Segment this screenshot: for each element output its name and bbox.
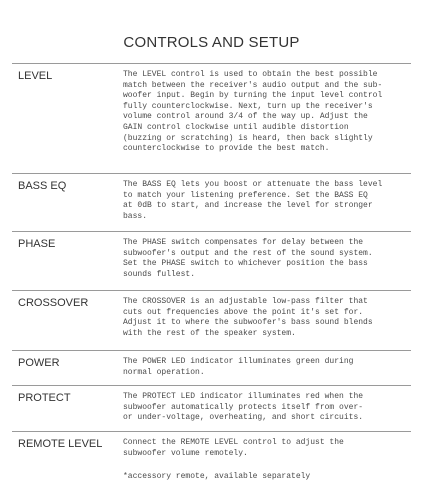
section-divider — [12, 385, 411, 386]
page-title: CONTROLS AND SETUP — [123, 34, 300, 51]
section-divider — [12, 173, 411, 174]
section-divider — [12, 350, 411, 351]
section-description: The PHASE switch compensates for delay between the subwoofer's output and the rest of the sound system. Set the PHASE switch to whichever position the bass sounds fullest. — [123, 238, 373, 279]
footnote: *accessory remote, available separately — [123, 472, 311, 481]
section-description: The CROSSOVER is an adjustable low-pass filter that cuts out frequencies above the point it's set for. Adjust it to where the subwoofer's bass sound blends with the rest of the speaker system. — [123, 297, 373, 338]
section-label: PROTECT — [18, 392, 71, 404]
section-label: LEVEL — [18, 70, 53, 82]
section-divider — [12, 431, 411, 432]
section-description: The BASS EQ lets you boost or attenuate the bass level to match your listening preference. Set the BASS EQ at 0dB to start, and increase the level for stronger bass. — [123, 180, 383, 221]
section-divider — [12, 63, 411, 64]
section-description: Connect the REMOTE LEVEL control to adjust the subwoofer volume remotely. — [123, 438, 344, 458]
section-label: BASS EQ — [18, 180, 67, 192]
section-description: The PROTECT LED indicator illuminates red when the subwoofer automatically protects itself from over- or under-voltage, overheating, and short circuits. — [123, 392, 364, 423]
section-description: The POWER LED indicator illuminates green during normal operation. — [123, 357, 354, 377]
section-divider — [12, 231, 411, 232]
section-label: REMOTE LEVEL — [18, 438, 103, 450]
section-label: CROSSOVER — [18, 297, 89, 309]
section-description: The LEVEL control is used to obtain the best possible match between the receiver's audio output and the sub- woofer input. Begin by turning the input level control fully counterclockwise. Next, turn up the receiver's volume control around 3/4 of the way up. Adjust the GAIN control clockwise until audible distortion (buzzing or scratching) is heard, then back slightly counterclockwise to provide the best match. — [123, 70, 383, 154]
section-label: PHASE — [18, 238, 56, 250]
section-divider — [12, 290, 411, 291]
section-label: POWER — [18, 357, 60, 369]
